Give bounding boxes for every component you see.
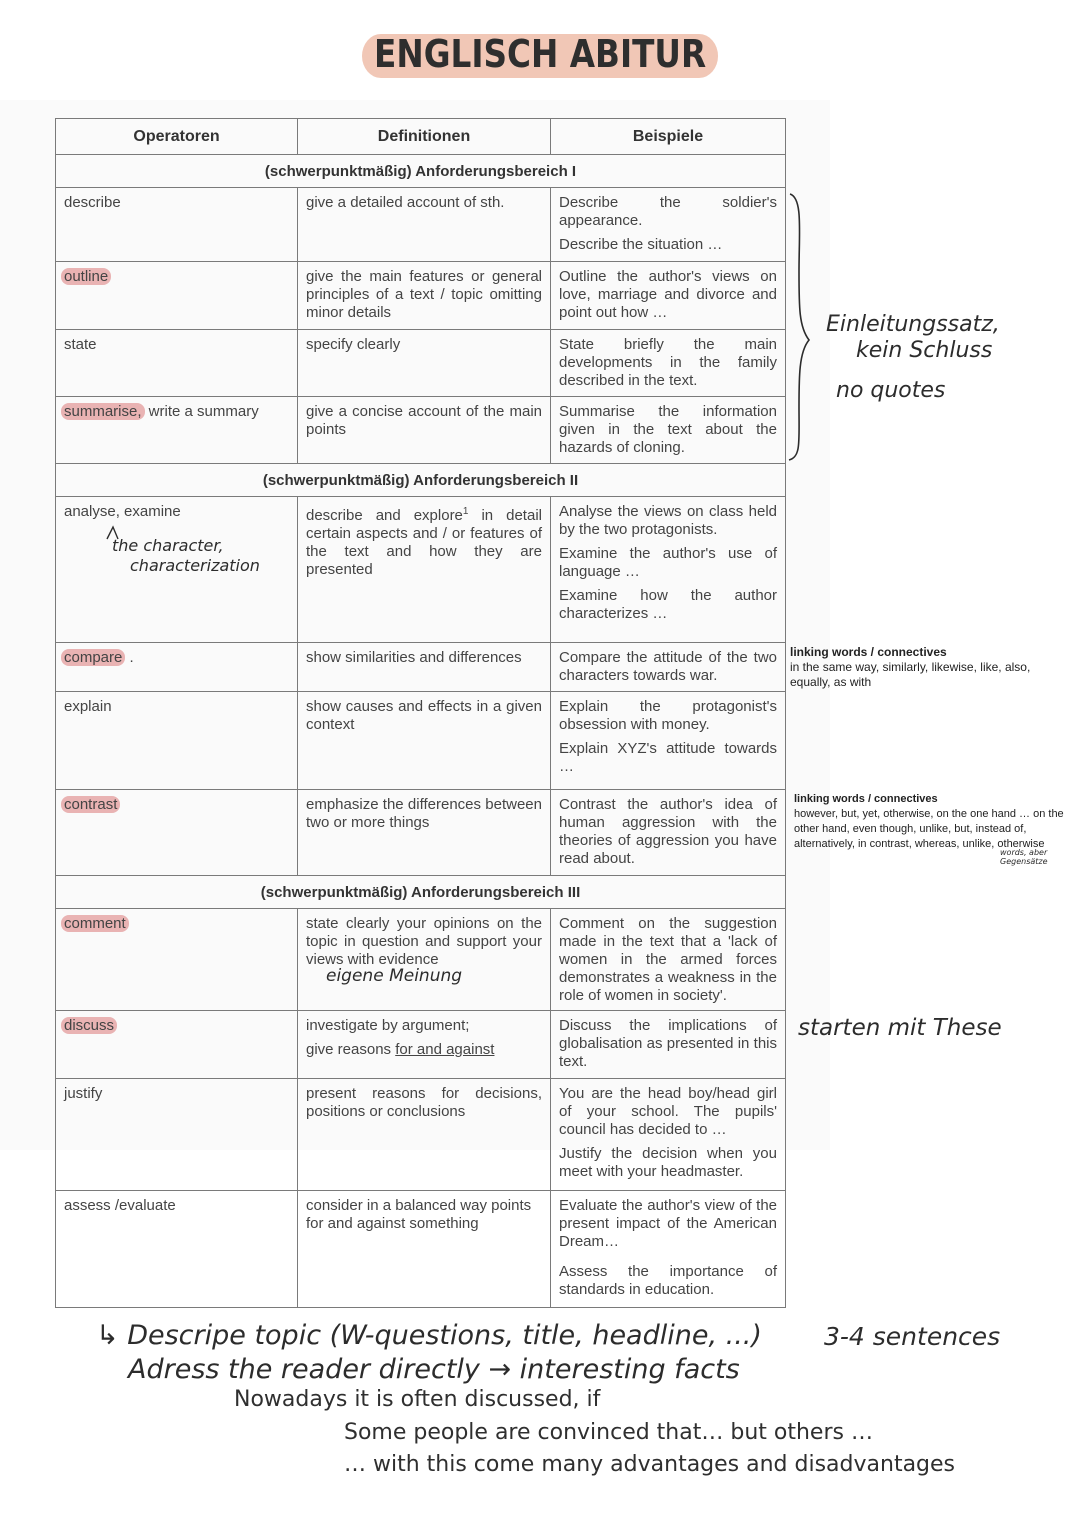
example-cell: Explain the protagonist's obsession with money. Explain XYZ's attitude towards …	[551, 692, 786, 790]
operator-cell: explain	[56, 692, 298, 790]
example-cell: Comment on the suggestion made in the text that a 'lack of women in the armed forces demonstrates a weakness in the role of women in society'.	[551, 909, 786, 1011]
operator-cell: summarise, write a summary	[56, 397, 298, 464]
bottom-text-line-3: … with this come many advantages and disadvantages	[344, 1452, 956, 1477]
handwritten-starten-these: starten mit These	[798, 1015, 1002, 1041]
highlight-marker: summarise,	[61, 403, 145, 420]
highlight-marker: contrast	[61, 796, 120, 813]
table-row-discuss	[56, 1011, 786, 1079]
definition-cell: describe and explore$^1$ in detail certain aspects and / or features of the text and how they are presented	[298, 497, 551, 643]
example-cell: Evaluate the author's view of the present impact of the American Dream… Assess the importance of standards in education.	[551, 1191, 786, 1308]
definition-cell: specify clearly	[298, 330, 551, 397]
compare-connectives-note: linking words / connectives in the same way, similarly, likewise, like, also, equally, as with	[790, 645, 1031, 689]
operator-cell: analyse, examine	[56, 497, 298, 643]
brace-stroke	[789, 194, 809, 460]
operator-cell: describe	[56, 188, 298, 262]
bottom-text-line-2: Some people are convinced that… but others …	[344, 1420, 873, 1445]
example-cell: Outline the author's views on love, marriage and divorce and point out how …	[551, 262, 786, 330]
handwritten-describe-topic: ↳ Descripe topic (W-questions, title, headline, ...)	[96, 1320, 762, 1351]
table-row-comment	[56, 909, 786, 1011]
table-row-justify	[56, 1079, 786, 1191]
example-cell: Discuss the implications of globalisation as presented in this text.	[551, 1011, 786, 1079]
example-cell: State briefly the main developments in the family described in the text.	[551, 330, 786, 397]
definition-cell: consider in a balanced way points for and against something	[298, 1191, 551, 1308]
operator-cell: justify	[56, 1079, 298, 1191]
bottom-text-line-1: Nowadays it is often discussed, if	[234, 1387, 601, 1412]
table-row-compare	[56, 643, 786, 692]
definition-cell: present reasons for decisions, positions or conclusions	[298, 1079, 551, 1191]
definition-cell: state clearly your opinions on the topic in question and support your views with evidence	[298, 909, 551, 1011]
handwritten-intro-note: Einleitungssatz, kein Schluss	[826, 312, 1000, 363]
section-row-1	[56, 155, 786, 188]
table-row-describe	[56, 188, 786, 262]
section-row-2	[56, 464, 786, 497]
contrast-connectives-note: linking words / connectives however, but, yet, otherwise, on the one hand … on the other hand, even though, unlike, but, instead of, alternatively, in contrast, whereas, unlike, otherwise	[794, 793, 1064, 850]
page-title: ENGLISCH ABITUR	[365, 26, 714, 82]
header-operatoren: Operatoren	[56, 119, 298, 155]
table-row-state	[56, 330, 786, 397]
example-cell: Compare the attitude of the two characters towards war.	[551, 643, 786, 692]
table-row-contrast	[56, 790, 786, 876]
definition-cell: give a detailed account of sth.	[298, 188, 551, 262]
operator-cell: assess /evaluate	[56, 1191, 298, 1308]
definition-cell: give the main features or general principles of a text / topic omitting minor details	[298, 262, 551, 330]
example-cell: Describe the soldier's appearance. Describe the situation …	[551, 188, 786, 262]
highlight-marker: compare	[61, 649, 125, 666]
title-area	[0, 26, 1080, 82]
example-cell: Contrast the author's idea of human aggression with the theories of aggression you have read about.	[551, 790, 786, 876]
operator-cell: state	[56, 330, 298, 397]
handwritten-no-quotes: no quotes	[836, 378, 946, 403]
example-cell: Analyse the views on class held by the two protagonists. Examine the author's use of language … Examine how the author characterizes …	[551, 497, 786, 643]
operator-cell	[56, 262, 298, 330]
table-row-outline	[56, 262, 786, 330]
highlight-marker: outline	[61, 268, 111, 285]
example-cell: Summarise the information given in the text about the hazards of cloning.	[551, 397, 786, 464]
example-cell: You are the head boy/head girl of your school. The pupils' council has decided to … Justify the decision when you meet with your headmaster.	[551, 1079, 786, 1191]
section-label-2: (schwerpunktmäßig) Anforderungsbereich II	[56, 464, 786, 497]
handwritten-character-note: the character, characterization	[112, 536, 260, 575]
definition-cell: show similarities and differences	[298, 643, 551, 692]
definition-cell: emphasize the differences between two or more things	[298, 790, 551, 876]
handwritten-sentences-count: 3-4 sentences	[824, 1322, 1001, 1351]
operator-cell: compare .	[56, 643, 298, 692]
section-label-3: (schwerpunktmäßig) Anforderungsbereich III	[56, 876, 786, 909]
definition-cell: give a concise account of the main points	[298, 397, 551, 464]
operators-table	[55, 118, 786, 1308]
table-row-assess	[56, 1191, 786, 1308]
highlight-marker: discuss	[61, 1017, 117, 1034]
section-row-3	[56, 876, 786, 909]
table-row-explain	[56, 692, 786, 790]
curly-brace-mark	[785, 192, 815, 462]
table-row-summarise	[56, 397, 786, 464]
operator-cell	[56, 909, 298, 1011]
definition-cell: investigate by argument; give reasons for and against	[298, 1011, 551, 1079]
section-label-1: (schwerpunktmäßig) Anforderungsbereich I	[56, 155, 786, 188]
operator-cell	[56, 1011, 298, 1079]
handwritten-eigene-meinung: eigene Meinung	[326, 966, 463, 986]
handwritten-address-reader: Adress the reader directly → interesting facts	[128, 1354, 740, 1385]
header-beispiele: Beispiele	[551, 119, 786, 155]
table-header-row	[56, 119, 786, 155]
operator-cell	[56, 790, 298, 876]
highlight-marker: comment	[61, 915, 129, 932]
definition-cell: show causes and effects in a given context	[298, 692, 551, 790]
underlined-text: for and against	[395, 1041, 495, 1058]
handwritten-words-aber: words, aber Gegensätze	[1000, 848, 1048, 866]
header-definitionen: Definitionen	[298, 119, 551, 155]
